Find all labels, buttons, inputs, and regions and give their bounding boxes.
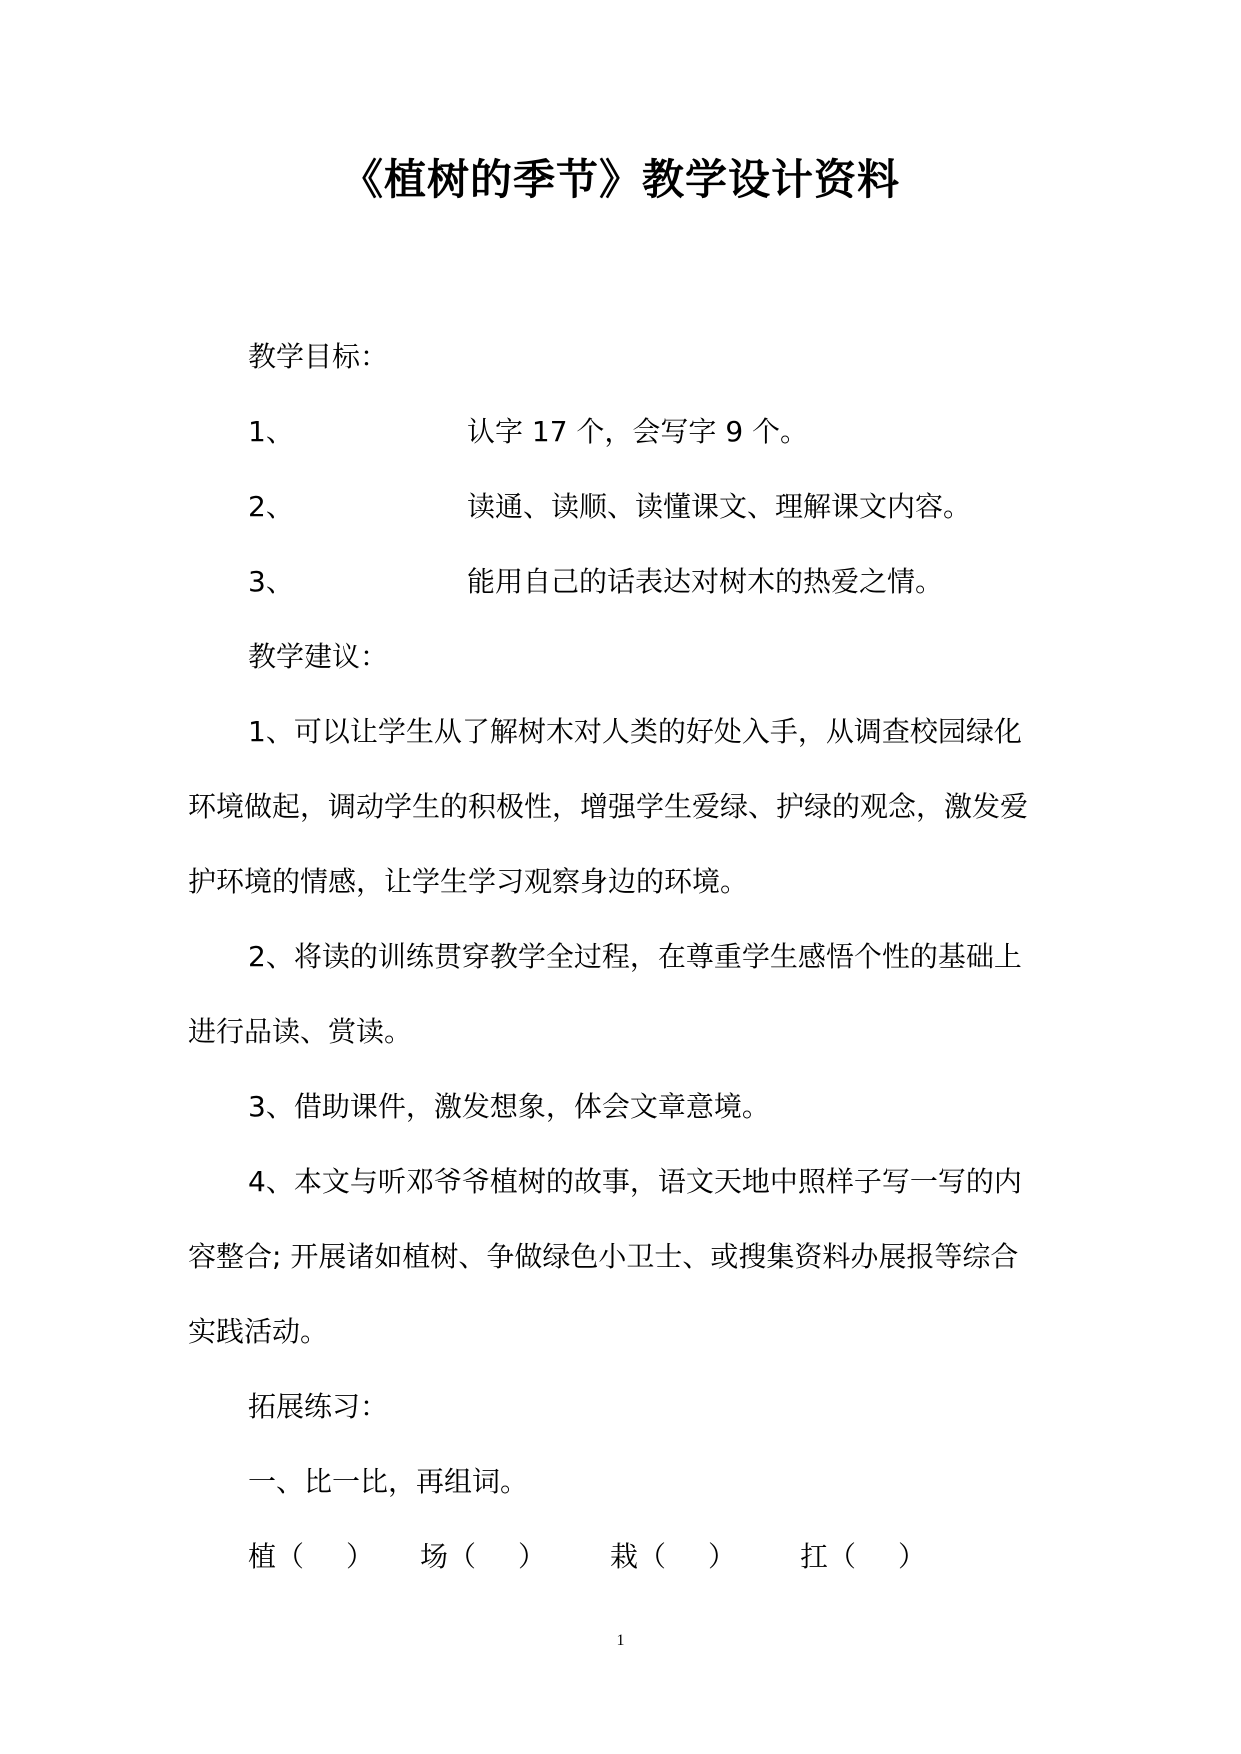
goal-2-number: 2、 (248, 490, 294, 523)
document-title: 《植树的季节》教学设计资料 (340, 155, 900, 204)
open-paren: （ (448, 1540, 477, 1573)
close-paren: ） (898, 1540, 927, 1573)
word-char: 扛 (800, 1540, 829, 1573)
goal-2-text: 读通、读顺、读懂课文、理解课文内容。 (467, 490, 972, 523)
word-blank-4 (800, 1537, 926, 1577)
word-blank-1 (248, 1537, 374, 1577)
page-number: 1 (616, 1632, 625, 1649)
goal-1-number: 1、 (248, 415, 294, 448)
goal-3-number: 3、 (248, 565, 294, 598)
practice-heading: 拓展练习： (248, 1390, 389, 1423)
suggestion-line: 1、可以让学生从了解树木对人类的好处入手，从调查校园绿化 (248, 715, 1022, 748)
open-paren: （ (638, 1540, 667, 1573)
word-char: 栽 (610, 1540, 639, 1573)
goals-heading: 教学目标： (248, 340, 389, 373)
goal-1-text: 认字 17 个，会写字 9 个。 (467, 415, 809, 448)
suggestion-line: 进行品读、赏读。 (188, 1015, 413, 1048)
close-paren: ） (346, 1540, 375, 1573)
suggestion-line: 4、本文与听邓爷爷植树的故事，语文天地中照样子写一写的内 (248, 1165, 1022, 1198)
suggestion-line: 环境做起，调动学生的积极性，增强学生爱绿、护绿的观念，激发爱 (188, 790, 1029, 823)
word-char: 植 (248, 1540, 277, 1573)
open-paren: （ (276, 1540, 305, 1573)
suggestion-line: 护环境的情感，让学生学习观察身边的环境。 (188, 865, 749, 898)
word-blank-2 (420, 1537, 546, 1577)
word-char: 场 (420, 1540, 449, 1573)
suggestions-heading: 教学建议： (248, 640, 389, 673)
practice-question-1: 一、比一比，再组词。 (248, 1465, 529, 1498)
suggestion-line: 2、将读的训练贯穿教学全过程，在尊重学生感悟个性的基础上 (248, 940, 1022, 973)
suggestion-line: 3、借助课件，激发想象，体会文章意境。 (248, 1090, 770, 1123)
suggestion-line: 容整合; 开展诸如植树、争做绿色小卫士、或搜集资料办展报等综合 (188, 1240, 1019, 1273)
close-paren: ） (708, 1540, 737, 1573)
open-paren: （ (828, 1540, 857, 1573)
word-blank-3 (610, 1537, 736, 1577)
close-paren: ） (518, 1540, 547, 1573)
goal-3-text: 能用自己的话表达对树木的热爱之情。 (467, 565, 944, 598)
suggestion-line: 实践活动。 (188, 1315, 329, 1348)
